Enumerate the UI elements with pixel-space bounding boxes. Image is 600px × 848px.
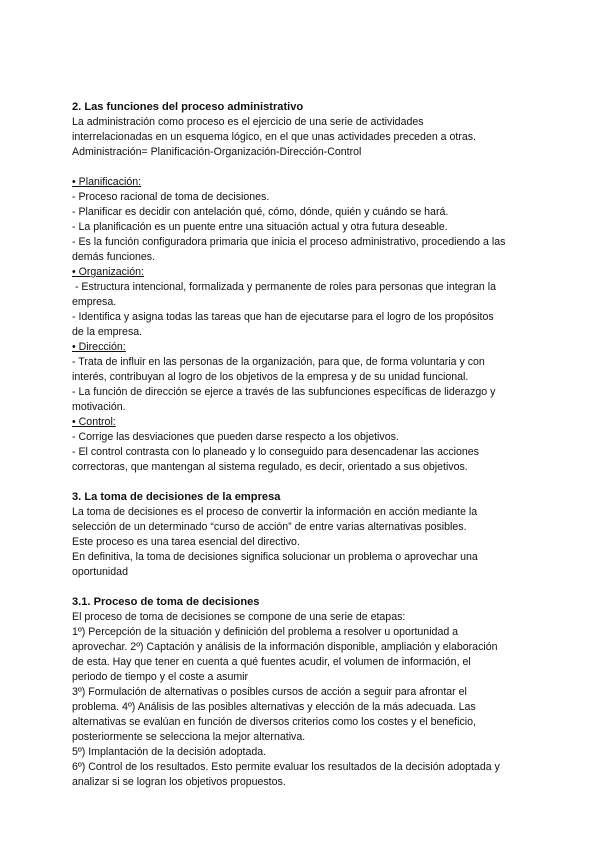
text-line: alternativas se evalúan en función de diversos criterios como los costes y el beneficio, (72, 716, 476, 728)
text-line: El proceso de toma de decisiones se compone de una serie de etapas: (72, 611, 406, 623)
text-line: La toma de decisiones es el proceso de convertir la información en acción mediante la (72, 506, 478, 518)
text-line: La administración como proceso es el ejercicio de una serie de actividades (72, 116, 424, 128)
text-line: - Identifica y asigna todas las tareas que han de ejecutarse para el logro de los propósitos (72, 311, 494, 323)
text-line: En definitiva, la toma de decisiones significa solucionar un problema o aprovechar una (72, 551, 478, 563)
section-3-body (72, 505, 534, 580)
text-line: selección de un determinado “curso de acción” de entre varias alternativas posibles. (72, 521, 467, 533)
text-line: aprovechar. 2º) Captación y análisis de la información disponible, ampliación y elaboración (72, 641, 498, 653)
text-line: - Estructura intencional, formalizada y permanente de roles para personas que integran la (72, 281, 496, 293)
text-line: interés, contribuyan al logro de los objetivos de la empresa y de su unidad funcional. (72, 371, 469, 383)
text-line: - Proceso racional de toma de decisiones. (72, 191, 270, 203)
text-line: 1º) Percepción de la situación y definición del problema a resolver u oportunidad a (72, 626, 459, 638)
document-page (72, 100, 534, 790)
text-line: correctoras, que mantengan al sistema regulado, es decir, orientado a sus objetivos. (72, 461, 468, 473)
organizacion-body (72, 280, 534, 340)
planificacion-heading: • Planificación: (72, 176, 142, 188)
section-3-1-body (72, 610, 534, 790)
text-line: - Corrige las desviaciones que pueden darse respecto a los objetivos. (72, 431, 399, 443)
text-line: - La planificación es un puente entre una situación actual y otra futura deseable. (72, 221, 448, 233)
text-line: 6º) Control de los resultados. Esto permite evaluar los resultados de la decisión adoptada y (72, 761, 500, 773)
section-3-1-title: 3.1. Proceso de toma de decisiones (72, 596, 260, 608)
text-line: - Planificar es decidir con antelación qué, cómo, dónde, quién y cuándo se hará. (72, 206, 449, 218)
text-line: interrelacionadas en un esquema lógico, en el que unas actividades preceden a otras. (72, 131, 477, 143)
text-line: - Es la función configuradora primaria que inicia el proceso administrativo, procediendo a las (72, 236, 506, 248)
text-line: posteriormente se selecciona la mejor alternativa. (72, 731, 306, 743)
text-line: Administración= Planificación-Organización-Dirección-Control (72, 146, 362, 158)
text-line: - Trata de influir en las personas de la organización, para que, de forma voluntaria y con (72, 356, 485, 368)
spacer (72, 475, 534, 490)
text-line: demás funciones. (72, 251, 156, 263)
text-line: Este proceso es una tarea esencial del directivo. (72, 536, 300, 548)
control-heading: • Control: (72, 416, 116, 428)
direccion-heading: • Dirección: (72, 341, 126, 353)
text-line: periodo de tiempo y el coste a asumir (72, 671, 249, 683)
text-line: oportunidad (72, 566, 128, 578)
text-line: analizar si se logran los objetivos propuestos. (72, 776, 286, 788)
section-2-intro (72, 115, 534, 160)
text-line: de esta. Hay que tener en cuenta a qué fuentes acudir, el volumen de información, el (72, 656, 471, 668)
section-2-title: 2. Las funciones del proceso administrativo (72, 101, 304, 113)
text-line: 5º) Implantación de la decisión adoptada. (72, 746, 267, 758)
text-line: problema. 4º) Análisis de las posibles alternativas y elección de la más adecuada. Las (72, 701, 476, 713)
text-line: empresa. (72, 296, 117, 308)
direccion-body (72, 355, 534, 415)
text-line: - El control contrasta con lo planeado y lo conseguido para desencadenar las acciones (72, 446, 479, 458)
control-body (72, 430, 534, 475)
section-3-title: 3. La toma de decisiones de la empresa (72, 491, 281, 503)
text-line: de la empresa. (72, 326, 143, 338)
text-line: motivación. (72, 401, 126, 413)
planificacion-body (72, 190, 534, 265)
text-line: 3º) Formulación de alternativas o posibles cursos de acción a seguir para afrontar el (72, 686, 467, 698)
organizacion-heading: • Organización: (72, 266, 145, 278)
text-line: - La función de dirección se ejerce a través de las subfunciones específicas de liderazgo y (72, 386, 496, 398)
spacer (72, 160, 534, 175)
spacer (72, 580, 534, 595)
